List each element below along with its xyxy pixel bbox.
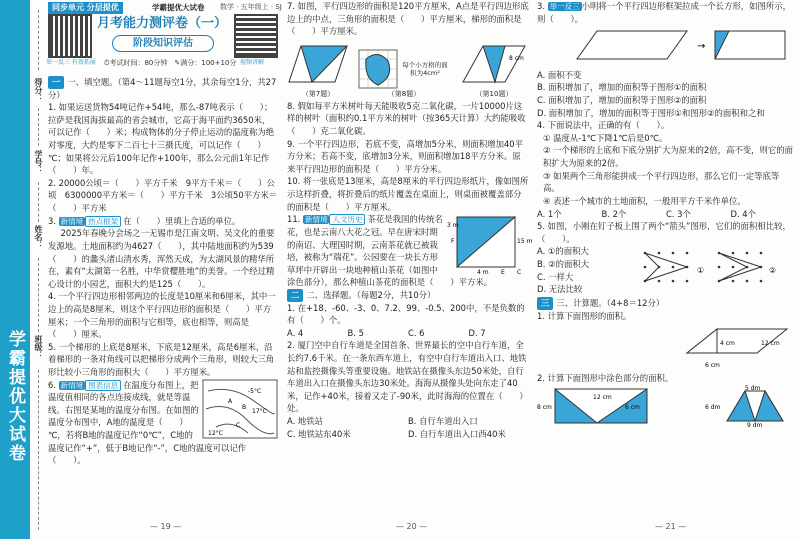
page-number: — 19 — — [150, 522, 182, 531]
qr-left-caption: 举一反三 有效拓展 — [46, 59, 96, 66]
option-b[interactable]: B. 自行车道出入口 — [408, 416, 478, 427]
map-label: C — [236, 421, 241, 429]
binding-dash — [38, 182, 39, 222]
figure-8 — [358, 49, 450, 100]
dim-label: 9 dm — [747, 421, 763, 429]
dim-label: 6 cm — [625, 403, 640, 411]
section-multiple-choice: 二 二、选择题。（每题2分，共10分） — [287, 289, 529, 302]
map-label: B — [242, 403, 247, 411]
dim-label: 3 m — [447, 222, 459, 230]
q1-5: 5. 一个梯形的上底是8厘米，下底是12厘米，高是6厘米，沿着梯形的一条对角线可以把梯形分成两个三角形，则较大三角形比较小三角形的面积大（ ）平方厘米。 — [48, 341, 275, 378]
q1-4: 4. 一个平行四边形相邻两边的长度是10厘米和6厘米，其中一边上的高是8厘米，则这个平行四边形的面积是（ ）平方厘米；一个三角形的面积与它相等，底也相等，则高是（ ）厘米。 — [48, 291, 276, 340]
fig8-note: 每个小方格的面积为4cm² — [402, 60, 448, 78]
q1-2: 2. 20000公顷＝（ ）平方千米 9平方千米＝（ ）公顷 6300000平方米＝（ ）平方千米 3公顷50平方米＝（ ）平方米 — [48, 177, 278, 214]
isotherm-map — [202, 379, 278, 439]
option-c[interactable]: C. 6 — [408, 327, 425, 338]
qr-code-left[interactable] — [48, 14, 92, 58]
option-d[interactable]: D. 无法比较 — [537, 284, 583, 295]
fig7-parallelogram — [287, 42, 349, 86]
fig10-length: 8 cm — [509, 54, 524, 62]
q3-2-figures — [537, 385, 795, 427]
brand-label: 学霸提优大试卷 — [152, 3, 205, 12]
map-label: 12°C — [208, 429, 223, 437]
column-page-21 — [537, 0, 795, 520]
fig7-caption: （第7题） — [301, 90, 335, 99]
figure-7 — [287, 42, 349, 100]
fig10-caption: （第10题） — [475, 90, 513, 99]
q2-2-options-row1 — [287, 415, 529, 428]
q1-3: 3. 新情境 热点框架 在（ ）里填上合适的单位。 — [48, 215, 241, 226]
dim-label: F — [451, 238, 455, 246]
camellia-lawn-figure — [447, 213, 533, 277]
q2-3-figure — [537, 25, 787, 65]
page-number: — 20 — — [396, 522, 428, 531]
student-id-label: 学号： — [34, 150, 43, 174]
q1-8: 8. 假如每平方米树叶每天能吸收5克二氧化碳，一片10000片这样的树叶（面积约0.1平方米的树叶（按365天计算）大约能吸收（ ）克二氧化碳。 — [287, 100, 526, 137]
option-c[interactable]: C. 一样大 — [537, 271, 574, 282]
section-fill-blank: 一 一、填空题。（第4～11题每空1分，其余每空1分，共27分） — [48, 77, 277, 100]
option-d[interactable]: D. 7 — [468, 327, 486, 338]
q2-4-item: ② 一个梯形的上底和下底分别扩大为原来的2倍，高不变，则它的面积扩大为原来的2倍。 — [543, 145, 793, 169]
binding-dash — [38, 370, 39, 530]
exam-time: ⏱考试时间：80分钟 ✎满分：100+10分 — [104, 59, 237, 67]
name-label: 姓名： — [34, 225, 43, 249]
q2-4-options — [537, 208, 795, 221]
q2-2-options-row2 — [287, 428, 529, 441]
score-icon: ✎ — [174, 59, 181, 67]
q2-5: 5. 如图，小刚在钉子板上围了两个“箭头”图形，它们的面积相比较，（ ）。 — [537, 221, 791, 244]
dim-label: 12 cm — [761, 339, 780, 347]
option-b[interactable]: B. 面积增加了，增加的面积等于图形①的面积 — [537, 82, 707, 93]
q2-4: 4. 下面说法中，正确的有（ ）。 — [537, 120, 670, 131]
dim-label: E — [501, 269, 505, 277]
q1-6: -5°C 17°C 12°C A B C 6. 新情境 图表信息 在温度分布图上，把温度值相同的各点连接成线，就是等温线。右图是某地的温度分布图。在如图的温度分布图中，A地的温度是（ ）℃，若将B地的温度记作“0℃”，C地的温度记作“+”，低于B地记作“-”，C地的温度可以记作（ ）。 — [48, 379, 278, 467]
q3-2: 2. 计算下面图形中涂色部分的面积。 — [537, 373, 674, 384]
unit-badge: 同步单元 分层提优 — [48, 2, 123, 14]
q1-10: 10. 将一张底是13厘米，高是8厘米的平行四边形纸片，像如图所示这样折叠，将折叠后的纸片覆盖在桌面上，则桌面被覆盖部分的面积是（ ）平方厘米。 — [287, 176, 529, 212]
exam-header — [46, 0, 282, 76]
figure-10 — [459, 42, 529, 100]
option-c[interactable]: C. 3个 — [666, 208, 691, 219]
dim-label: 4 cm — [720, 339, 735, 347]
subject-label: 数学 · 五年级上 · SJ — [220, 3, 282, 11]
section-badge: 三 — [537, 297, 553, 310]
fig10-folded-paper — [459, 42, 529, 86]
page-number: — 21 — — [655, 522, 687, 531]
option-b[interactable]: B. 2个 — [601, 208, 627, 219]
option-a[interactable]: A. ①的面积大 — [537, 246, 589, 257]
pegboard-arrows — [637, 245, 787, 297]
map-label: A — [228, 397, 233, 405]
figure-mark: ② — [769, 266, 777, 276]
option-a[interactable]: A. 4 — [287, 327, 304, 338]
shaded-rectangle-figure — [537, 385, 649, 427]
dim-label: 12 cm — [593, 393, 612, 401]
binding-dash — [38, 108, 39, 146]
q3-1: 1. 计算下面图形的面积。 — [537, 310, 632, 321]
q2-1: 1. 在+18、-60、-3、0、7.2、99、-0.5、200中，不是负数的有（ ）个。 — [287, 302, 525, 326]
option-b[interactable]: B. ②的面积大 — [537, 258, 590, 269]
map-label: -5°C — [248, 387, 262, 395]
binding-dash — [38, 10, 39, 70]
figure-mark: ① — [697, 266, 705, 276]
option-a[interactable]: A. 地铁站 — [287, 416, 324, 427]
option-a[interactable]: A. 面积不变 — [537, 69, 582, 80]
q1-9: 9. 一个平行四边形，若底不变，高增加5分米，则面积增加40平方分米；若高不变，底增加3分米，则面积增加18平方分米。原来平行四边形的面积是（ ）平方分米。 — [287, 138, 524, 174]
q2-5-block — [537, 245, 795, 297]
option-c[interactable]: C. 面积增加了，增加的面积等于图形②的面积 — [537, 95, 707, 106]
q1-3-body: 2025年春晚分会场之一无锡市是江南文明、吴文化的重要发源地。土地面积约为4627（ ），其中陆地面积约为539（ ）的蠡头渚山清水秀，浑然天成，为太湖风景的精华所在，素有“太湖第一名胜，中华赏樱胜地”的美誉。一个经过精心设计的小园艺，面积大约是125（ ）。 — [48, 228, 275, 289]
fig8-caption: （第8题） — [387, 90, 421, 99]
option-a[interactable]: A. 1个 — [537, 208, 562, 219]
option-d[interactable]: D. 4个 — [730, 208, 756, 219]
map-label: 17°C — [252, 407, 267, 415]
q2-1-options — [287, 327, 529, 340]
option-d[interactable]: D. 自行车道出入口西40米 — [408, 428, 506, 439]
q3-1-figure — [537, 323, 787, 369]
shaded-trapezoid-figure — [705, 385, 795, 427]
strip-title: 学霸提优大试卷 — [5, 330, 25, 463]
exam-subtitle: 阶段知识评估 — [112, 35, 214, 52]
section-badge: 一 — [48, 76, 64, 89]
q2-3: 3. 举一反三 小明将一个平行四边形框架拉成一个长方形，如图所示，则（ ）。 — [537, 1, 792, 24]
binding-area — [32, 0, 46, 539]
clock-icon: ⏱ — [104, 59, 110, 67]
dim-label: 4 m — [477, 269, 489, 277]
binding-dash — [38, 258, 39, 332]
section-calculation: 三 三、计算题。（4+8＝12分） — [537, 297, 795, 310]
figures-7-8-10 — [287, 38, 529, 100]
class-label: 班级： — [34, 335, 43, 359]
fig8-grid — [358, 49, 398, 89]
q1-7: 7. 如图，平行四边形的面积是120平方厘米，A点是平行四边形底边上的中点，三角形的面积是（ ）平方厘米，梯形的面积是（ ）平方厘米。 — [287, 1, 529, 37]
dim-label: 15 m — [517, 238, 533, 246]
svg-text:→: → — [697, 41, 706, 53]
column-page-19 — [46, 0, 282, 520]
column-page-20 — [287, 0, 533, 520]
qr-right-caption: 视频讲解 — [240, 59, 265, 66]
section-badge: 二 — [287, 289, 303, 302]
q1-11: 3 m F 15 m 4 m E C 11. 新情境 人文历史 茶花是我国的传统名花，也是云南八大花之冠。早在唐宋时期的南诏、大理国时期，云南茶花就已被栽培，被称为“瑞花”。公园要在一块长方形草坪中开辟出一块地种植山茶花（如图中涂色部分），那么种植山茶花的面积是（ ）平方米。 — [287, 214, 533, 288]
option-b[interactable]: B. 5 — [347, 327, 364, 338]
q2-4-item: ③ 如果两个三角形能拼成一个平行四边形，那么它们一定等底等高。 — [543, 170, 780, 194]
left-color-strip — [0, 0, 30, 539]
dim-label: 6 cm — [705, 361, 720, 369]
q2-4-item: ① 温度从-1℃下降1℃后是0℃。 — [543, 132, 668, 143]
dim-label: C — [517, 269, 522, 277]
option-d[interactable]: D. 面积增加了，增加的面积等于图形①和图形②的面积和之和 — [537, 107, 765, 118]
q2-2: 2. 厦门空中自行车道是全国首条、世界最长的空中自行车道，全长约7.6千米。在一条东西车道上，有空中自行车道出入口、地铁站和监控摄像头等重要设施。地铁站在摄像头东边50米处，自行车道出入口在摄像头东边30米处。海海从摄像头处向东走了40米，记作+40米，接着又走了-90米，此时海海的位置在（ ）处。 — [287, 340, 528, 414]
dim-label: 8 cm — [537, 403, 552, 411]
score-label: 得分： — [34, 78, 43, 102]
q1-1: 1. 如果运送货物54吨记作+54吨，那么-87吨表示（ ）；拉萨是我国海拔最高的省会城市，它高于海平面约3650米，可以记作（ ）米；构成物体的分子停止运动的温度称为绝对零度，大约是零下二百七十三摄氏度，可以记作（ ）℃；如果将公元后100年记作+100年，那么公元前1年记作（ ）年。 — [48, 102, 275, 176]
option-c[interactable]: C. 地铁站东40米 — [287, 428, 351, 439]
dim-label: 5 dm — [745, 384, 761, 392]
dim-label: 6 dm — [705, 403, 721, 411]
qr-code-right[interactable] — [234, 14, 278, 58]
exam-title: 月考能力测评卷（一） — [96, 16, 227, 31]
q2-4-item: ④ 表述一个城市的土地面积，一般用平方千米作单位。 — [543, 195, 746, 206]
